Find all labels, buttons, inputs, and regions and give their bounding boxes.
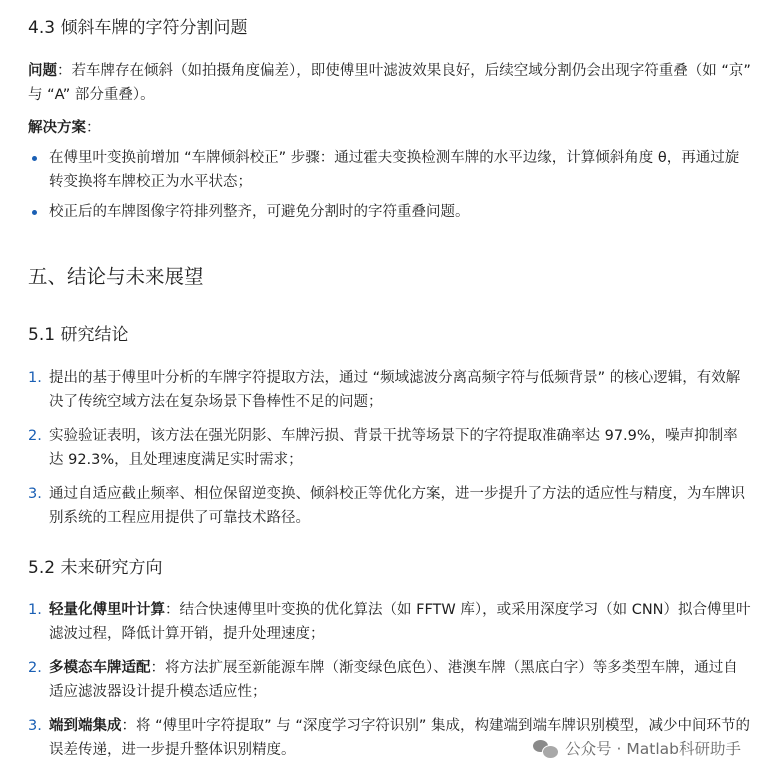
problem-text: ：若车牌存在倾斜（如拍摄角度偏差），即使傅里叶滤波效果良好，后续空域分割仍会出现字符重叠（如 “京” 与 “A” 部分重叠）。 bbox=[28, 63, 751, 103]
section-5-1-heading: 5.1 研究结论 bbox=[28, 325, 129, 345]
item-text: ：将 “傅里叶字符提取” 与 “深度学习字符识别” 集成，构建端到端车牌识别模型，减少中间环节的误差传递，进一步提升整体识别精度。 bbox=[49, 718, 750, 758]
item-text: 通过自适应截止频率、相位保留逆变换、倾斜校正等优化方案，进一步提升了方法的适应性与精度，为车牌识别系统的工程应用提供了可靠技术路径。 bbox=[49, 486, 745, 526]
solution-label-line bbox=[28, 116, 751, 140]
problem-label: 问题 bbox=[28, 63, 57, 79]
list-item bbox=[28, 366, 751, 414]
item-number: 1. bbox=[28, 370, 42, 386]
item-number: 2. bbox=[28, 660, 42, 676]
item-label: 多模态车牌适配 bbox=[49, 660, 151, 676]
solution-colon: ： bbox=[86, 120, 101, 136]
list-item bbox=[28, 424, 751, 472]
chapter-5-heading: 五、结论与未来展望 bbox=[28, 265, 204, 288]
item-text: 提出的基于傅里叶分析的车牌字符提取方法，通过 “频域滤波分离高频字符与低频背景” 的核心逻辑，有效解决了传统空域方法在复杂场景下鲁棒性不足的问题； bbox=[49, 370, 741, 410]
item-text: ：将方法扩展至新能源车牌（渐变绿色底色）、港澳车牌（黑底白字）等多类型车牌，通过自适应滤波器设计提升模态适应性； bbox=[49, 660, 738, 700]
item-number: 2. bbox=[28, 428, 42, 444]
item-number: 1. bbox=[28, 602, 42, 618]
item-label: 轻量化傅里叶计算 bbox=[49, 602, 165, 618]
item-text: 实验验证表明，该方法在强光阴影、车牌污损、背景干扰等场景下的字符提取准确率达 97.9%，噪声抑制率达 92.3%，且处理速度满足实时需求； bbox=[49, 428, 738, 468]
watermark-text: 公众号 · Matlab科研助手 bbox=[565, 740, 741, 758]
list-item bbox=[28, 656, 751, 704]
list-item bbox=[28, 482, 751, 530]
list-item bbox=[28, 598, 751, 646]
solution-label: 解决方案 bbox=[28, 120, 86, 136]
conclusion-list bbox=[28, 366, 751, 530]
list-item bbox=[28, 200, 751, 224]
section-5-2-heading: 5.2 未来研究方向 bbox=[28, 558, 163, 578]
bullet-text: 在傅里叶变换前增加 “车牌倾斜校正” 步骤：通过霍夫变换检测车牌的水平边缘，计算倾斜角度 θ，再通过旋转变换将车牌校正为水平状态； bbox=[49, 150, 740, 190]
section-4-3-heading: 4.3 倾斜车牌的字符分割问题 bbox=[28, 18, 248, 38]
watermark bbox=[533, 736, 741, 760]
item-number: 3. bbox=[28, 718, 42, 734]
wechat-icon bbox=[533, 738, 559, 758]
item-text: ：结合快速傅里叶变换的优化算法（如 FFTW 库），或采用深度学习（如 CNN）拟合傅里叶滤波过程，降低计算开销，提升处理速度； bbox=[49, 602, 751, 642]
solution-bullet-list bbox=[28, 146, 751, 224]
item-number: 3. bbox=[28, 486, 42, 502]
problem-paragraph bbox=[28, 59, 751, 107]
list-item bbox=[28, 146, 751, 194]
bullet-text: 校正后的车牌图像字符排列整齐，可避免分割时的字符重叠问题。 bbox=[49, 204, 470, 220]
item-label: 端到端集成 bbox=[49, 718, 122, 734]
